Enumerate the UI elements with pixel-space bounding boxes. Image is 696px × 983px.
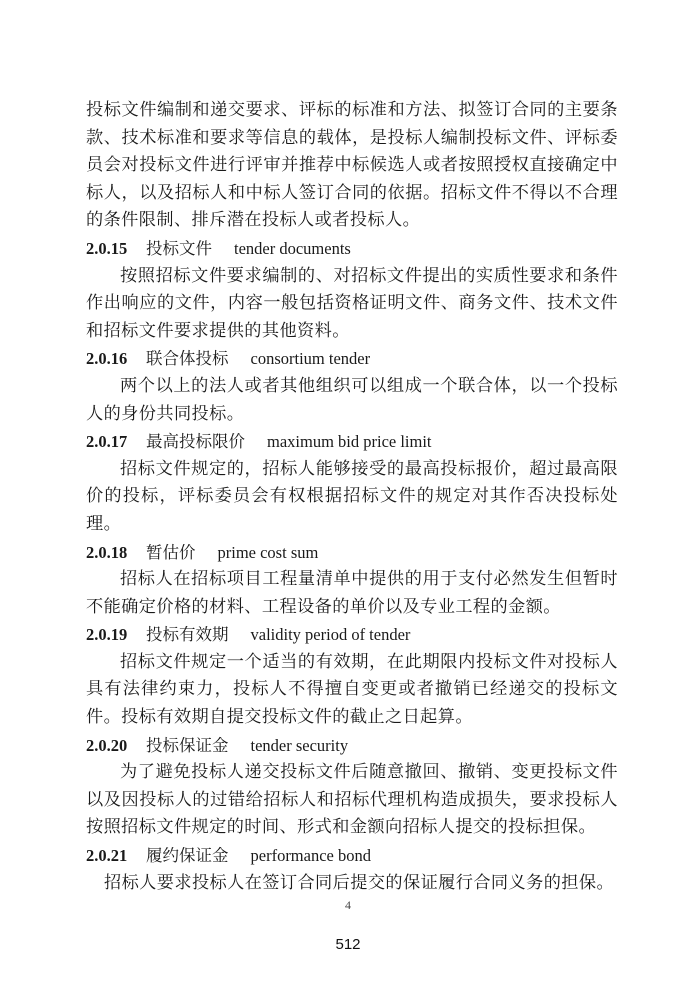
- term-heading-2-0-19: [86, 621, 618, 649]
- term-chinese: 最高投标限价: [146, 432, 245, 452]
- term-number: 2.0.17: [86, 432, 128, 452]
- term-chinese: 投标文件: [146, 238, 212, 258]
- term-heading-2-0-17: [86, 428, 618, 456]
- term-definition: 按照招标文件要求编制的、对招标文件提出的实质性要求和条件作出响应的文件，内容一般包括资格证明文件、商务文件、技术文件和招标文件要求提供的其他资料。: [86, 265, 618, 341]
- term-english: tender documents: [234, 238, 351, 258]
- term-definition: 两个以上的法人或者其他组织可以组成一个联合体，以一个投标人的身份共同投标。: [86, 375, 618, 424]
- term-english: consortium tender: [250, 349, 371, 369]
- term-heading-2-0-16: [86, 345, 618, 373]
- term-chinese: 暂估价: [146, 542, 196, 562]
- term-definition: 招标人在招标项目工程量清单中提供的用于支付必然发生但暂时不能确定价格的材料、工程设备的单价以及专业工程的金额。: [86, 569, 618, 617]
- term-number: 2.0.15: [86, 238, 128, 258]
- term-definition: 招标文件规定的，招标人能够接受的最高投标报价，超过最高限价的投标，评标委员会有权根据招标文件的规定对其作否决投标处理。: [86, 458, 618, 534]
- page-number: 512: [335, 936, 361, 953]
- term-english: tender security: [250, 735, 349, 755]
- term-heading-2-0-20: [86, 732, 618, 760]
- term-number: 2.0.19: [86, 625, 128, 645]
- term-english: validity period of tender: [250, 625, 411, 645]
- term-heading-2-0-18: [86, 539, 618, 567]
- term-english: performance bond: [250, 846, 371, 866]
- term-chinese: 履约保证金: [146, 846, 229, 866]
- term-heading-2-0-21: [86, 842, 618, 870]
- term-english: maximum bid price limit: [267, 432, 432, 452]
- document-body: [86, 97, 618, 897]
- term-english: prime cost sum: [217, 542, 319, 562]
- term-definition: 招标人要求投标人在签订合同后提交的保证履行合同义务的担保。: [104, 872, 615, 893]
- term-number: 2.0.20: [86, 735, 128, 755]
- intro-paragraph: 投标文件编制和递交要求、评标的标准和方法、拟签订合同的主要条款、技术标准和要求等信息的载体，是投标人编制投标文件、评标委员会对投标文件进行评审并推荐中标候选人或者按照授权直接确定中标人，以及招标人和中标人签订合同的依据。招标文件不得以不合理的条件限制、排斥潜在投标人或者投标人。: [86, 100, 618, 231]
- term-heading-2-0-15: [86, 235, 618, 263]
- term-definition: 招标文件规定一个适当的有效期，在此期限内投标文件对投标人具有法律约束力，投标人不得擅自变更或者撤销已经递交的投标文件。投标有效期自提交投标文件的截止之日起算。: [86, 651, 618, 728]
- folio-number: 4: [345, 898, 351, 912]
- term-chinese: 投标有效期: [146, 625, 229, 645]
- term-number: 2.0.18: [86, 542, 128, 562]
- term-number: 2.0.16: [86, 349, 128, 369]
- term-chinese: 联合体投标: [146, 349, 229, 369]
- term-definition: 为了避免投标人递交投标文件后随意撤回、撤销、变更投标文件以及因投标人的过错给招标人和招标代理机构造成损失，要求投标人按照招标文件规定的时间、形式和金额向招标人提交的投标担保。: [86, 762, 618, 838]
- term-number: 2.0.21: [86, 846, 128, 866]
- term-chinese: 投标保证金: [146, 735, 229, 755]
